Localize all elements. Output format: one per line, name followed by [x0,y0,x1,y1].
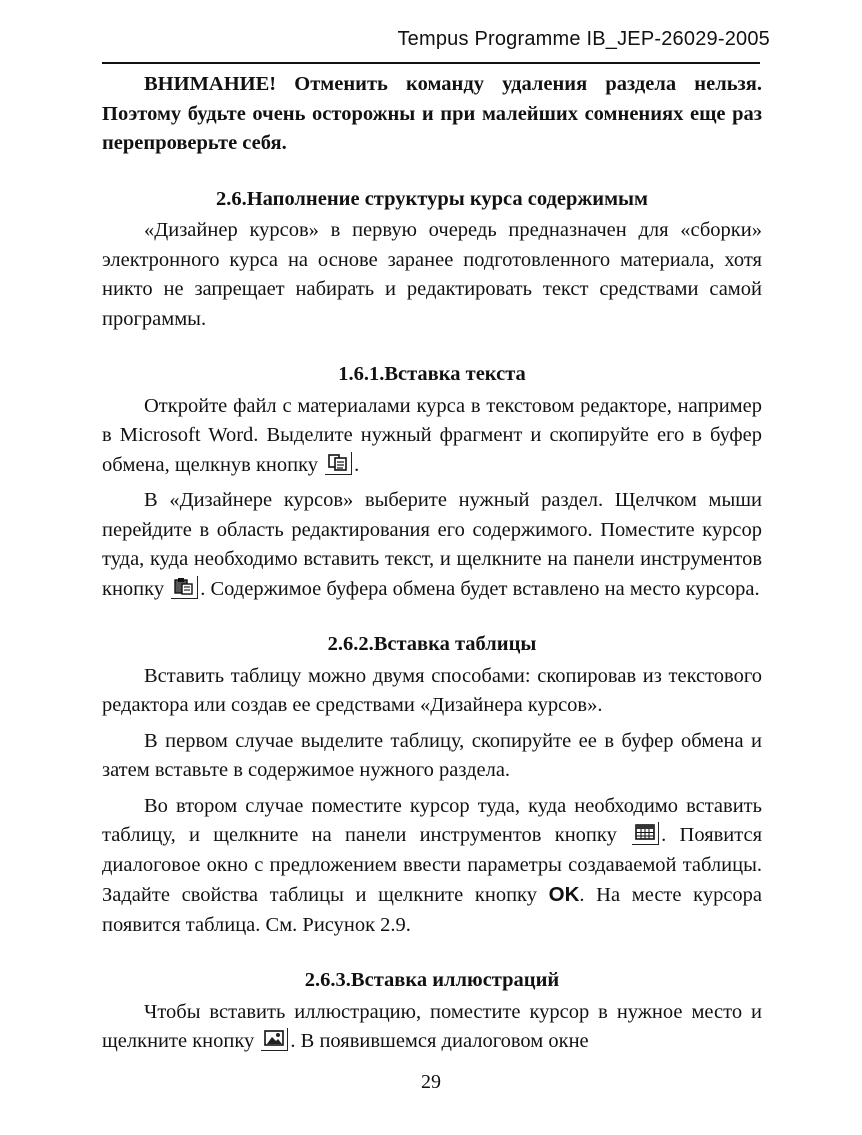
section-heading-1-6-1: 1.6.1.Вставка текста [338,363,526,385]
section-heading-2-6-2: 2.6.2.Вставка таблицы [327,633,537,655]
paragraph-text: . Содержимое буфера обмена будет вставлено на место курсора. [200,577,760,600]
paragraph-text: В «Дизайнере курсов» выберите нужный раздел. Щелчком мыши перейдите в область редактирования его содержимого. Поместите курсор туда, куда необходимо вставить текст, и щелкните на панели инструментов кнопку [102,489,762,600]
paragraph-text: Откройте файл с материалами курса в текстовом редакторе, например в Microsoft Word. Выделите нужный фрагмент и скопируйте его в буфер обмена, щелкнув кнопку [102,394,762,476]
paragraph [102,792,762,941]
paragraph: Вставить таблицу можно двумя способами: скопировав из текстового редактора или создав ее средствами «Дизайнера курсов». [102,664,762,716]
page-body [102,70,762,1063]
paragraph-text: Во втором случае поместите курсор туда, куда необходимо вставить таблицу, и щелкните на панели инструментов кнопку [102,794,762,846]
paragraph [102,486,762,604]
section-heading-2-6: 2.6.Наполнение структуры курса содержимым [215,187,649,210]
copy-icon [325,452,352,475]
section-heading-2-6-3: 2.6.3.Вставка иллюстраций [304,969,560,991]
paragraph-text: Чтобы вставить иллюстрацию, поместите курсор в нужное место и щелкните кнопку [102,1000,762,1052]
page-number: 29 [421,1071,441,1093]
ok-label: OK [548,883,580,906]
paragraph-text: . [354,453,360,476]
insert-table-icon [632,822,659,845]
paste-icon [171,576,198,599]
paragraph-text: . На месте курсора появится таблица. См. Рисунок 2.9. [102,884,763,936]
header-rule [102,62,760,64]
insert-image-icon [261,1028,288,1051]
warning-paragraph: ВНИМАНИЕ! Отменить команду удаления раздела нельзя. Поэтому будьте очень осторожны и при малейших сомнениях еще раз перепроверьте себя. [102,73,762,154]
running-header: Tempus Programme IB_JEP-26029-2005 [397,28,770,50]
paragraph-text: . Появится диалоговое окно с предложением ввести параметры создаваемой таблицы. Задайте свойства таблицы и щелкните кнопку [102,824,763,906]
paragraph: «Дизайнер курсов» в первую очередь предназначен для «сборки» электронного курса на основе заранее подготовленного материала, хотя никто не запрещает набирать и редактировать текст средствами самой программы. [102,219,762,330]
paragraph: В первом случае выделите таблицу, скопируйте ее в буфер обмена и затем вставьте в содержимое нужного раздела. [102,729,762,781]
paragraph [102,392,762,481]
paragraph [102,998,762,1057]
paragraph-text: . В появившемся диалоговом окне [290,1030,589,1052]
